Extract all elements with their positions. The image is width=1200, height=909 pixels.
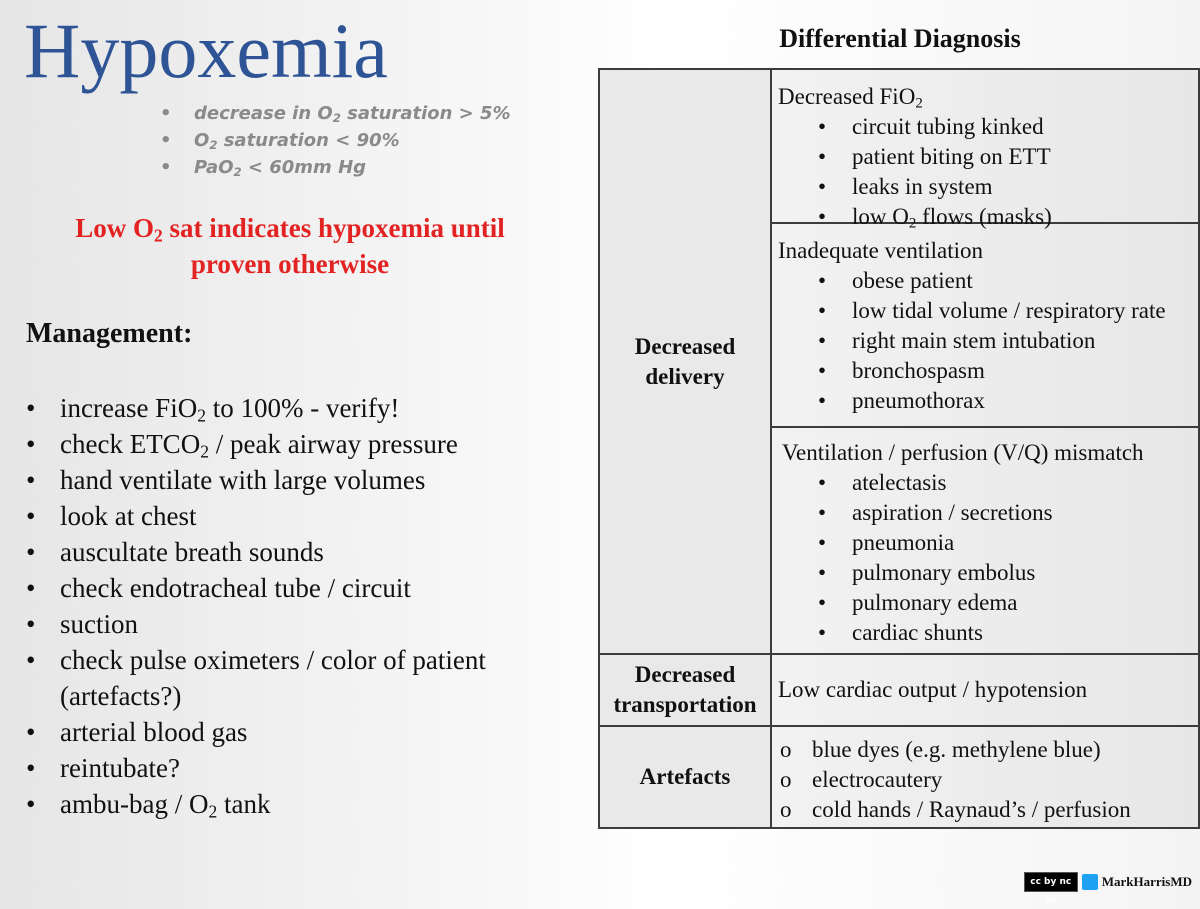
cell-low-cardiac-output xyxy=(771,654,1199,726)
cc-license-icon[interactable]: cc by nc sa xyxy=(1024,872,1078,892)
list-item: • aspiration / secretions xyxy=(778,498,1192,528)
cell-vq-mismatch xyxy=(771,427,1199,654)
management-list xyxy=(26,390,566,822)
management-item: • arterial blood gas xyxy=(26,714,566,750)
list-item: • cardiac shunts xyxy=(778,618,1192,648)
category-decreased-transportation: Decreased transportation xyxy=(599,654,771,726)
management-item: • suction xyxy=(26,606,566,642)
transportation-text: Low cardiac output / hypotension xyxy=(772,655,1198,725)
cell-inadequate-ventilation xyxy=(771,223,1199,427)
list-item: • obese patient xyxy=(778,266,1192,296)
list-item: • low $O_2$ flows (masks) xyxy=(778,202,1192,232)
list-item: • pulmonary edema xyxy=(778,588,1192,618)
list-item: • bronchospasm xyxy=(778,356,1192,386)
twitter-icon[interactable] xyxy=(1082,874,1098,890)
list-item: o cold hands / Raynaud’s / perfusion xyxy=(778,795,1192,825)
list-item: • pulmonary embolus xyxy=(778,558,1192,588)
footer xyxy=(1024,872,1192,905)
criteria-item: • PaO$_2$ < 60mm Hg xyxy=(160,154,511,181)
warning-message: Low $O_2$ sat indicates hypoxemia until proven otherwise xyxy=(75,213,505,279)
management-item: • auscultate breath sounds xyxy=(26,534,566,570)
list-item: • right main stem intubation xyxy=(778,326,1192,356)
management-item: • look at chest xyxy=(26,498,566,534)
cell-artefacts xyxy=(771,726,1199,828)
author-handle[interactable]: MarkHarrisMD xyxy=(1101,874,1192,889)
list-item: • leaks in system xyxy=(778,172,1192,202)
fio2-heading: Decreased FiO$_2$ xyxy=(778,84,923,112)
management-item: • ambu-bag / $O_2$ tank xyxy=(26,786,566,822)
category-decreased-delivery: Decreased delivery xyxy=(599,69,771,654)
table-row xyxy=(599,69,1199,223)
page-title: Hypoxemia xyxy=(24,7,388,94)
ventilation-heading: Inadequate ventilation xyxy=(778,238,984,263)
management-item: • increase FiO$_2$ to 100% - verify! xyxy=(26,390,566,426)
cell-decreased-fio2 xyxy=(771,69,1199,232)
management-item: • check $ETCO_2$ / peak airway pressure xyxy=(26,426,566,462)
criteria-item: • $O_2$ saturation < 90% xyxy=(160,127,511,154)
management-item: • hand ventilate with large volumes xyxy=(26,462,566,498)
list-item: • pneumonia xyxy=(778,528,1192,558)
hypoxemia-criteria-list xyxy=(160,100,511,181)
differential-diagnosis-title: Differential Diagnosis xyxy=(779,24,1021,53)
management-item: • check endotracheal tube / circuit xyxy=(26,570,566,606)
criteria-item: • decrease in $O_2$ saturation > 5% xyxy=(160,100,511,127)
vq-heading: Ventilation / perfusion (V/Q) mismatch xyxy=(782,440,1144,465)
category-artefacts: Artefacts xyxy=(599,726,771,828)
list-item: • low tidal volume / respiratory rate xyxy=(778,296,1192,326)
list-item: • pneumothorax xyxy=(778,386,1192,416)
list-item: • circuit tubing kinked xyxy=(778,112,1192,142)
list-item: o blue dyes (e.g. methylene blue) xyxy=(778,735,1192,765)
list-item: • patient biting on ETT xyxy=(778,142,1192,172)
table-row xyxy=(599,726,1199,828)
differential-diagnosis-table xyxy=(598,68,1200,829)
list-item: o electrocautery xyxy=(778,765,1192,795)
management-item: • check pulse oximeters / color of patient (artefacts?) xyxy=(26,642,566,714)
management-item: • reintubate? xyxy=(26,750,566,786)
list-item: • atelectasis xyxy=(778,468,1192,498)
table-row xyxy=(599,654,1199,726)
management-heading: Management: xyxy=(26,318,193,349)
